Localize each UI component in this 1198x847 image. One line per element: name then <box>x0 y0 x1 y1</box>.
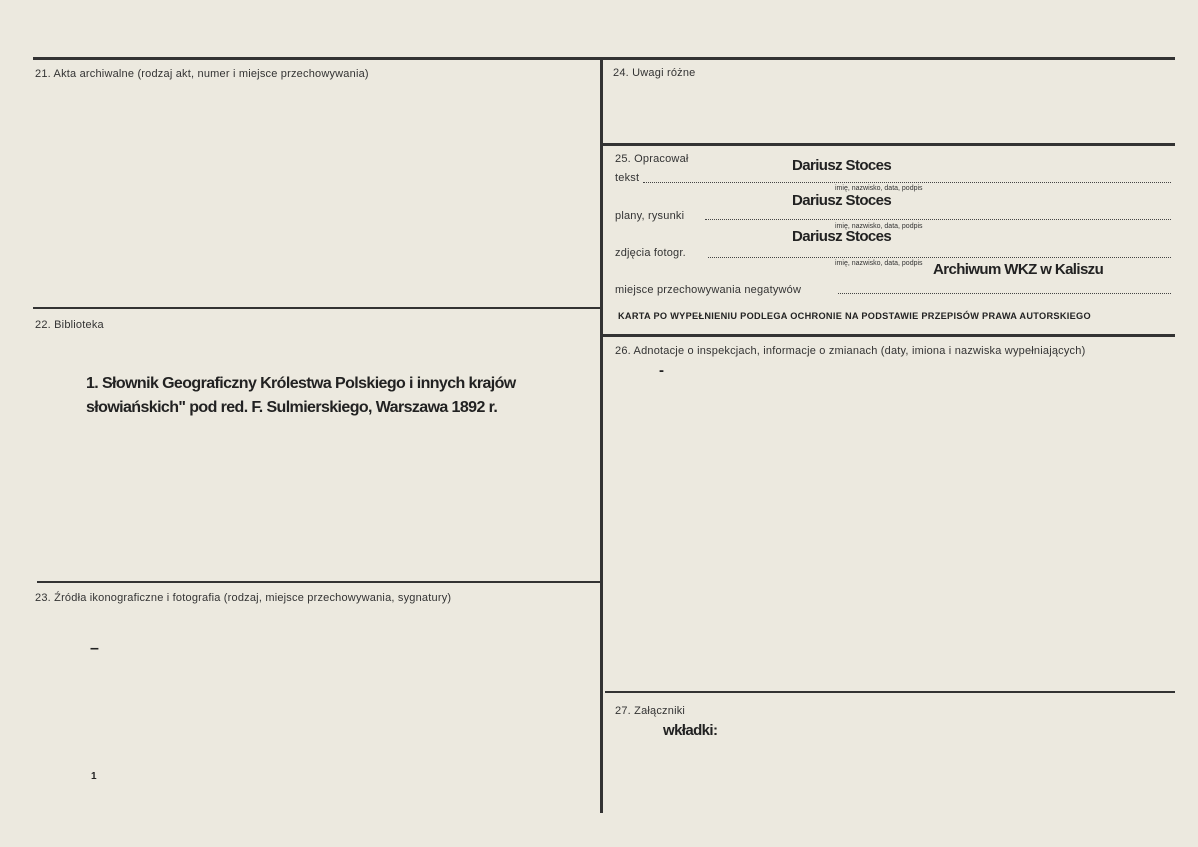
section-22-label: 22. Biblioteka <box>35 319 104 331</box>
footnote-number: 1 <box>91 771 97 782</box>
copyright-notice: KARTA PO WYPEŁNIENIU PODLEGA OCHRONIE NA PODSTAWIE PRZEPISÓW PRAWA AUTORSKIEGO <box>618 311 1091 321</box>
author-photos-label: zdjęcia fotogr. <box>615 247 686 259</box>
author-plans-hint: imię, nazwisko, data, podpis <box>835 223 923 230</box>
section-26-dash: - <box>659 362 664 379</box>
section-27-label: 27. Załączniki <box>615 705 686 717</box>
author-plans-value: Dariusz Stoces <box>792 192 892 209</box>
rule-22-23 <box>37 581 601 583</box>
section-26-label: 26. Adnotacje o inspekcjach, informacje o zmianach (daty, imiona i nazwiska wypełniających) <box>615 345 1086 357</box>
negatives-location-line <box>838 293 1171 294</box>
author-plans-label: plany, rysunki <box>615 210 685 222</box>
negatives-location-value: Archiwum WKZ w Kaliszu <box>933 261 1104 278</box>
author-text-value: Dariusz Stoces <box>792 157 892 174</box>
section-21-label: 21. Akta archiwalne (rodzaj akt, numer i miejsce przechowywania) <box>35 68 369 80</box>
top-rule <box>33 57 1175 60</box>
section-25-label: 25. Opracował <box>615 153 689 165</box>
author-photos-hint: imię, nazwisko, data, podpis <box>835 260 923 267</box>
author-text-hint: imię, nazwisko, data, podpis <box>835 185 923 192</box>
rule-26-27 <box>605 691 1175 693</box>
library-entry-line-1: 1. Słownik Geograficzny Królestwa Polskiego i innych krajów <box>86 375 516 392</box>
rule-25-26 <box>602 334 1175 337</box>
attachments-value: wkładki: <box>663 722 718 739</box>
author-photos-line <box>708 257 1171 258</box>
author-text-line <box>643 182 1171 183</box>
author-photos-value: Dariusz Stoces <box>792 228 892 245</box>
author-plans-line <box>705 219 1171 220</box>
author-text-label: tekst <box>615 172 640 184</box>
rule-21-22 <box>33 307 601 309</box>
center-divider <box>600 57 603 813</box>
library-entry-line-2: słowiańskich" pod red. F. Sulmierskiego, Warszawa 1892 r. <box>86 399 498 416</box>
section-23-dash: – <box>90 640 99 657</box>
section-24-label: 24. Uwagi różne <box>613 67 696 79</box>
negatives-location-label: miejsce przechowywania negatywów <box>615 284 802 296</box>
section-23-label: 23. Źródła ikonograficzne i fotografia (rodzaj, miejsce przechowywania, sygnatury) <box>35 592 452 604</box>
rule-24-25 <box>602 143 1175 146</box>
